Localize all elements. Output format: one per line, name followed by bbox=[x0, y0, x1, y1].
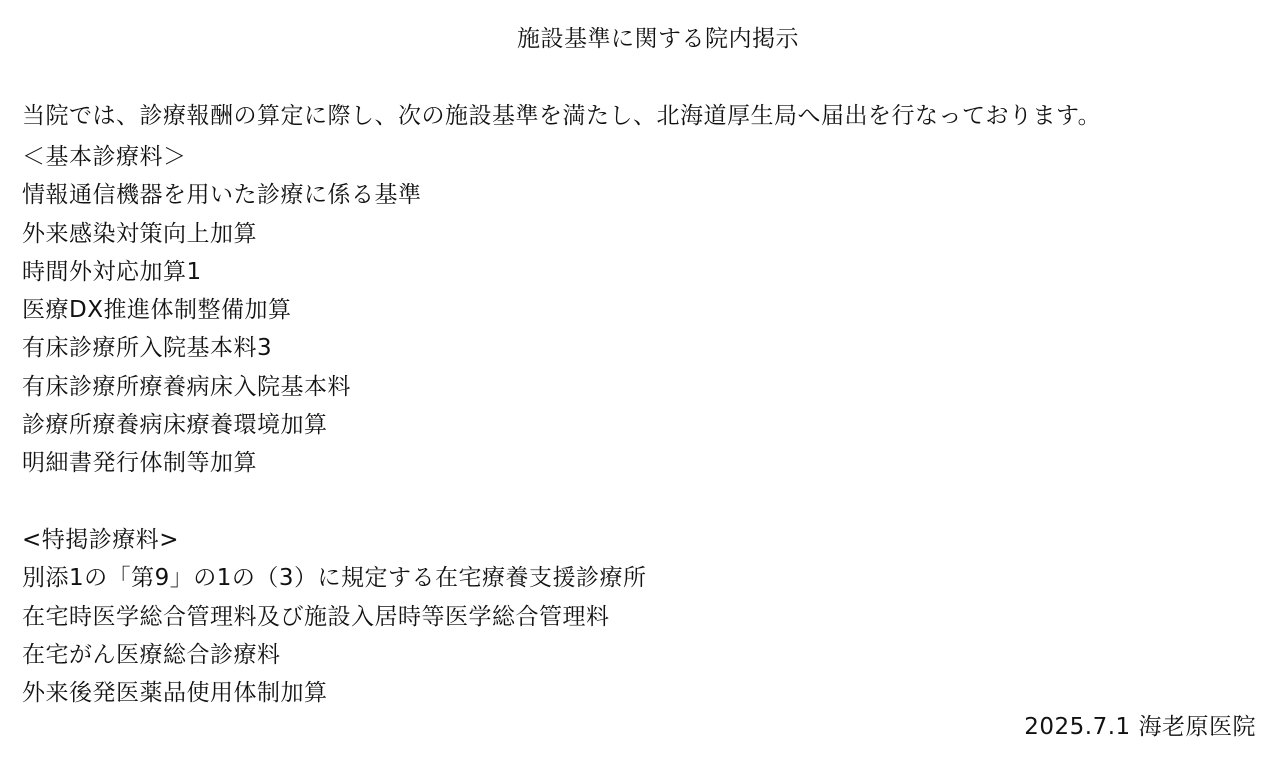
basic-fee-item: 明細書発行体制等加算 bbox=[22, 450, 257, 477]
basic-fee-section bbox=[22, 138, 422, 483]
date-and-clinic-name: 2025.7.1 海老原医院 bbox=[1024, 714, 1256, 740]
special-fee-item: 在宅時医学総合管理料及び施設入居時等医学総合管理料 bbox=[22, 603, 610, 630]
basic-fee-item: 診療所療養病床療養環境加算 bbox=[22, 412, 328, 439]
special-fee-item: 外来後発医薬品使用体制加算 bbox=[22, 680, 328, 707]
basic-fee-item: 有床診療所入院基本料3 bbox=[22, 335, 273, 362]
basic-fee-item: 時間外対応加算1 bbox=[22, 258, 202, 285]
basic-fee-item: 医療DX推進体制整備加算 bbox=[22, 297, 292, 324]
page-title: 施設基準に関する院内掲示 bbox=[517, 26, 799, 52]
basic-fee-item: 有床診療所療養病床入院基本料 bbox=[22, 373, 351, 400]
special-fee-heading: <特掲診療料> bbox=[22, 527, 180, 553]
special-fee-item: 在宅がん医療総合診療料 bbox=[22, 641, 281, 668]
intro-text: 当院では、診療報酬の算定に際し、次の施設基準を満たし、北海道厚生局へ届出を行なっております。 bbox=[22, 103, 1102, 129]
basic-fee-item: 外来感染対策向上加算 bbox=[22, 220, 257, 247]
basic-fee-item: 情報通信機器を用いた診療に係る基準 bbox=[22, 182, 422, 209]
special-fee-item: 別添1の「第9」の1の（3）に規定する在宅療養支援診療所 bbox=[22, 565, 647, 592]
basic-fee-heading: ＜基本診療料＞ bbox=[22, 144, 187, 170]
special-fee-section bbox=[22, 521, 647, 712]
